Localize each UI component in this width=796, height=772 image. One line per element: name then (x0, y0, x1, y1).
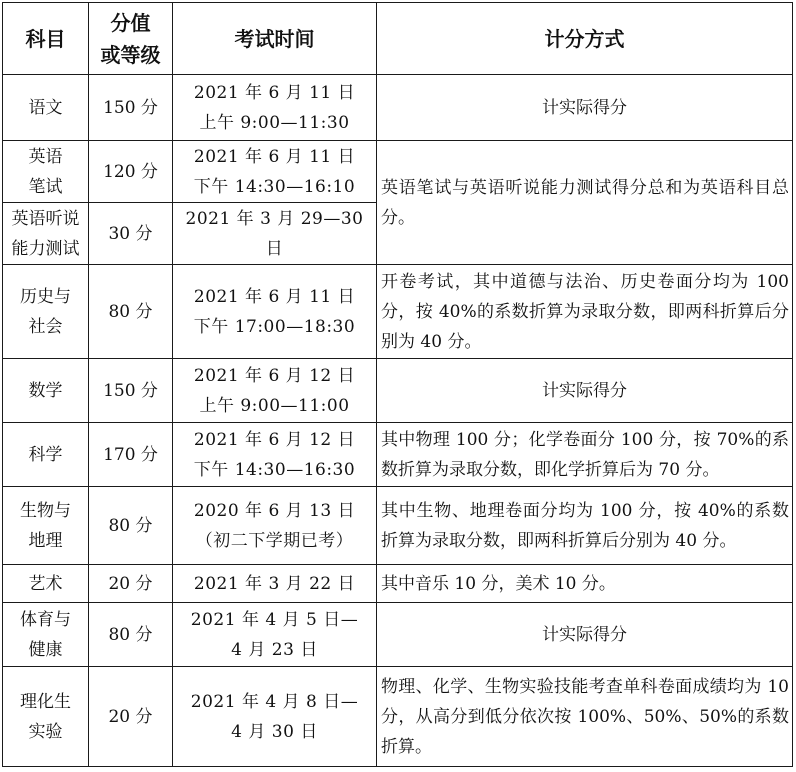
subject-cell (3, 603, 89, 667)
score-cell: 150 分 (89, 75, 173, 141)
table-row (3, 265, 793, 359)
time-line: 4 月 30 日 (231, 721, 318, 742)
time-line: 上午 9:00—11:30 (199, 112, 350, 133)
subject-line: 历史与 (20, 286, 71, 307)
header-method: 计分方式 (377, 3, 793, 75)
subject-cell (3, 423, 89, 487)
header-score (89, 3, 173, 75)
time-line: 2021 年 6 月 12 日 (193, 429, 356, 450)
subject-line: 英语 (28, 146, 63, 167)
table-row (3, 667, 793, 767)
time-line: 下午 14:30—16:10 (193, 176, 356, 197)
score-cell: 30 分 (89, 203, 173, 265)
subject-line: 能力测试 (11, 238, 80, 259)
subject-cell (3, 667, 89, 767)
subject-cell (3, 565, 89, 603)
header-score-line1: 分值 (110, 10, 151, 35)
method-cell: 其中物理 100 分；化学卷面分 100 分，按 70%的系数折算为录取分数，即化学折算后为 70 分。 (377, 423, 793, 487)
time-line: 上午 9:00—11:00 (199, 395, 350, 416)
time-cell (173, 603, 377, 667)
time-line: 2021 年 6 月 12 日 (193, 365, 356, 386)
time-line: 2021 年 3 月 29—30 日 (185, 208, 364, 259)
exam-table (2, 2, 793, 767)
subject-cell (3, 265, 89, 359)
header-score-line2: 或等级 (100, 42, 161, 67)
header-row (3, 3, 793, 75)
method-cell: 物理、化学、生物实验技能考查单科卷面成绩均为 10 分，从高分到低分依次按 100%、50%、50%的系数折算。 (377, 667, 793, 767)
time-cell (173, 265, 377, 359)
subject-line: 实验 (28, 721, 63, 742)
table-row (3, 603, 793, 667)
time-cell (173, 487, 377, 565)
method-cell: 英语笔试与英语听说能力测试得分总和为英语科目总分。 (377, 141, 793, 265)
score-cell: 20 分 (89, 565, 173, 603)
table-row (3, 487, 793, 565)
subject-line: 健康 (28, 639, 63, 660)
subject-line: 艺术 (28, 573, 63, 594)
table-row (3, 423, 793, 487)
subject-line: 体育与 (20, 609, 71, 630)
time-cell (173, 75, 377, 141)
time-line: 2021 年 3 月 22 日 (193, 573, 356, 594)
subject-line: 地理 (28, 530, 63, 551)
subject-line: 英语听说 (11, 208, 80, 229)
time-cell (173, 667, 377, 767)
subject-line: 理化生 (20, 691, 71, 712)
subject-line: 数学 (28, 380, 63, 401)
method-cell: 计实际得分 (377, 603, 793, 667)
method-cell: 其中生物、地理卷面分均为 100 分，按 40%的系数折算为录取分数，即两科折算后分别为 40 分。 (377, 487, 793, 565)
score-cell: 150 分 (89, 359, 173, 423)
time-cell (173, 423, 377, 487)
method-cell: 开卷考试，其中道德与法治、历史卷面分均为 100 分，按 40%的系数折算为录取分数，即两科折算后分别为 40 分。 (377, 265, 793, 359)
time-line: 2021 年 4 月 5 日— (190, 609, 359, 630)
header-time: 考试时间 (173, 3, 377, 75)
subject-line: 笔试 (28, 176, 63, 197)
score-cell: 80 分 (89, 603, 173, 667)
time-line: 2021 年 6 月 11 日 (193, 146, 356, 167)
subject-line: 科学 (28, 444, 63, 465)
table-row (3, 565, 793, 603)
table-row (3, 359, 793, 423)
score-cell: 80 分 (89, 265, 173, 359)
subject-cell (3, 203, 89, 265)
time-line: 下午 14:30—16:30 (193, 459, 356, 480)
time-line: 2021 年 4 月 8 日— (190, 691, 359, 712)
header-subject: 科目 (3, 3, 89, 75)
score-cell: 120 分 (89, 141, 173, 203)
subject-cell (3, 359, 89, 423)
time-cell (173, 359, 377, 423)
subject-line: 语文 (28, 97, 63, 118)
time-line: 2021 年 6 月 11 日 (193, 82, 356, 103)
table-row (3, 75, 793, 141)
method-cell: 其中音乐 10 分，美术 10 分。 (377, 565, 793, 603)
time-line: （初二下学期已考） (195, 530, 354, 551)
time-line: 2020 年 6 月 13 日 (193, 500, 356, 521)
subject-line: 生物与 (20, 500, 71, 521)
score-cell: 80 分 (89, 487, 173, 565)
score-cell: 170 分 (89, 423, 173, 487)
time-cell (173, 141, 377, 203)
score-cell: 20 分 (89, 667, 173, 767)
method-cell: 计实际得分 (377, 359, 793, 423)
table-row (3, 141, 793, 203)
subject-cell (3, 487, 89, 565)
time-cell (173, 203, 377, 265)
time-line: 下午 17:00—18:30 (193, 316, 356, 337)
subject-cell (3, 75, 89, 141)
time-line: 4 月 23 日 (231, 639, 318, 660)
time-cell (173, 565, 377, 603)
time-line: 2021 年 6 月 11 日 (193, 286, 356, 307)
method-cell: 计实际得分 (377, 75, 793, 141)
subject-line: 社会 (28, 316, 63, 337)
subject-cell (3, 141, 89, 203)
